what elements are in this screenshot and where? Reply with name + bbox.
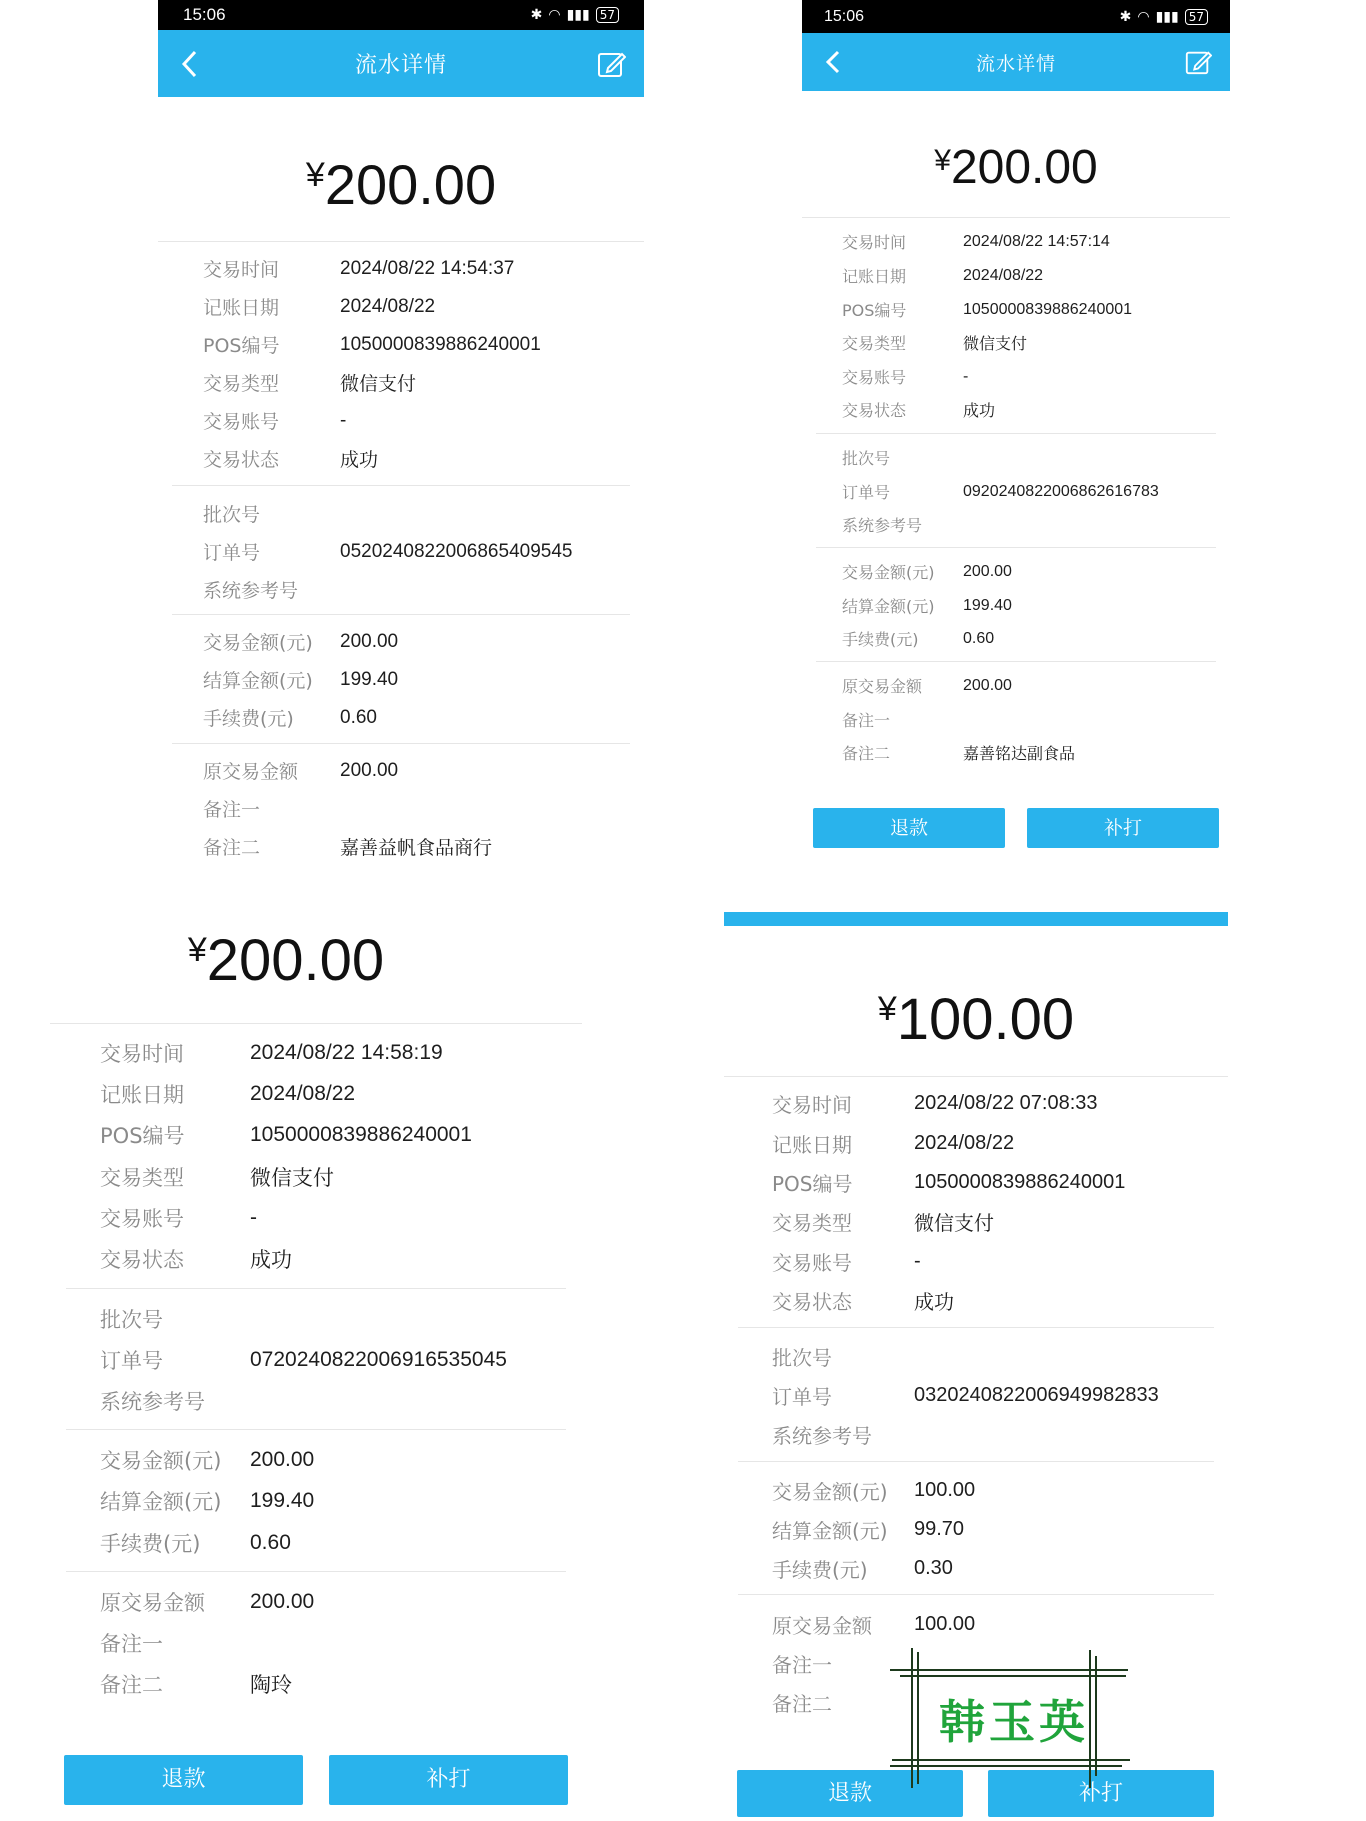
row-value: 0.60 xyxy=(963,629,995,647)
row-trade-amount xyxy=(100,1445,314,1475)
row-label: 备注一 xyxy=(772,1653,832,1677)
row-settle-amount xyxy=(842,594,1012,617)
row-fee xyxy=(842,627,994,650)
divider xyxy=(158,241,644,242)
row-label: 交易状态 xyxy=(772,1290,852,1314)
row-label: POS编号 xyxy=(100,1124,185,1148)
row-label: 订单号 xyxy=(203,542,261,564)
row-label: 交易金额(元) xyxy=(842,563,935,582)
row-value: 092024082200686261678​3 xyxy=(963,482,1159,500)
row-label: 交易金额(元) xyxy=(100,1449,222,1473)
row-value: 199.40 xyxy=(340,668,399,690)
row-label: 手续费(元) xyxy=(203,708,294,730)
row-label: 订单号 xyxy=(100,1349,163,1373)
row-note2 xyxy=(842,741,1075,764)
status-time: 15:06 xyxy=(183,5,226,24)
row-note1 xyxy=(100,1628,250,1658)
row-label: POS编号 xyxy=(203,335,280,357)
row-label: 备注二 xyxy=(203,837,261,859)
signal-icon: ▮▮▮ xyxy=(566,7,590,23)
row-fee xyxy=(100,1528,291,1558)
row-trade-type xyxy=(203,369,416,396)
row-value: 微信支付 xyxy=(250,1167,334,1190)
row-label: 手续费(元) xyxy=(772,1558,868,1582)
row-batch xyxy=(203,500,340,527)
battery-icon xyxy=(596,7,619,23)
row-label: 记账日期 xyxy=(100,1083,184,1107)
row-value: 199.40 xyxy=(963,596,1012,614)
row-label: 交易状态 xyxy=(842,401,907,420)
row-label: 交易账号 xyxy=(100,1207,184,1231)
divider xyxy=(816,661,1216,662)
row-value: 200.00 xyxy=(250,1448,315,1471)
row-pos-no xyxy=(842,298,1132,321)
row-note1 xyxy=(203,795,340,822)
reprint-button[interactable]: 补打 xyxy=(329,1755,568,1805)
row-value: - xyxy=(963,367,969,385)
row-orig-amount xyxy=(203,757,398,784)
row-account xyxy=(100,1203,257,1233)
refund-button[interactable]: 退款 xyxy=(737,1770,963,1817)
receipt-panel-2 xyxy=(802,0,1230,860)
row-order xyxy=(772,1381,1159,1410)
row-trade-type xyxy=(842,331,1027,354)
amount-value: 200.00 xyxy=(206,928,385,993)
row-label: 原交易金额 xyxy=(100,1591,205,1615)
row-value: 100.00 xyxy=(914,1613,976,1635)
row-label: 交易金额(元) xyxy=(203,632,313,654)
row-label: 手续费(元) xyxy=(100,1532,201,1556)
row-label: 记账日期 xyxy=(842,267,907,286)
row-trade-type xyxy=(772,1207,994,1236)
row-value: 1050000839886240001 xyxy=(963,300,1133,318)
row-batch xyxy=(842,446,963,469)
row-ref xyxy=(203,576,340,603)
row-state xyxy=(842,398,995,421)
wifi-icon: ◠ xyxy=(548,7,561,23)
row-value: 0.60 xyxy=(340,706,377,728)
row-label: 交易类型 xyxy=(100,1166,184,1190)
row-value: 0.60 xyxy=(250,1531,291,1554)
battery-icon xyxy=(1185,9,1208,25)
amount-value: 200.00 xyxy=(950,141,1098,194)
back-arrow-icon[interactable] xyxy=(180,49,200,79)
refund-button[interactable]: 退款 xyxy=(64,1755,303,1805)
row-value: 微信支付 xyxy=(963,336,1028,353)
row-value: 2024/08/22 14:58:19 xyxy=(250,1041,443,1064)
edit-icon[interactable] xyxy=(596,49,626,79)
row-label: 交易时间 xyxy=(842,233,907,252)
row-label: 订单号 xyxy=(772,1385,832,1409)
row-batch xyxy=(100,1304,250,1334)
row-label: 交易类型 xyxy=(772,1211,852,1235)
row-value: 200.00 xyxy=(340,630,399,652)
divider xyxy=(802,217,1230,218)
row-value: 2024/08/22 xyxy=(340,295,436,317)
row-value: 052024082200686540954​5 xyxy=(340,540,573,562)
row-label: 记账日期 xyxy=(772,1133,852,1157)
row-fee xyxy=(203,704,377,731)
row-label: POS编号 xyxy=(772,1172,853,1196)
divider xyxy=(738,1594,1214,1595)
row-label: 结算金额(元) xyxy=(100,1490,222,1514)
row-fee xyxy=(772,1554,953,1583)
row-value: 1050000839886240001 xyxy=(250,1123,472,1146)
row-value: 嘉善益帆食品商行 xyxy=(340,838,493,859)
row-value: 1050000839886240001 xyxy=(340,333,541,355)
currency-symbol: ¥ xyxy=(305,156,325,194)
row-label: 系统参考号 xyxy=(203,580,299,602)
row-value: 成功 xyxy=(340,450,379,471)
row-post-date xyxy=(772,1129,1014,1158)
status-icons xyxy=(531,7,619,23)
row-post-date xyxy=(842,264,1043,287)
name-stamp: 韩玉英 xyxy=(939,1695,1089,1749)
receipt-panel-1 xyxy=(158,0,644,905)
row-value: 072024082200691653504​5 xyxy=(250,1348,507,1371)
row-settle-amount xyxy=(203,666,398,693)
back-arrow-icon[interactable] xyxy=(824,49,842,75)
row-value: - xyxy=(914,1250,921,1272)
row-label: 订单号 xyxy=(842,483,891,502)
row-trade-amount xyxy=(203,628,398,655)
amount-value: 200.00 xyxy=(324,153,497,216)
divider xyxy=(50,1023,582,1024)
row-value: 0.30 xyxy=(914,1557,953,1579)
row-label: 交易账号 xyxy=(772,1251,852,1275)
row-value: 2024/08/22 xyxy=(250,1082,356,1105)
currency-symbol: ¥ xyxy=(877,990,897,1028)
row-value: 199.40 xyxy=(250,1489,315,1512)
row-label: 系统参考号 xyxy=(842,516,923,535)
status-bar xyxy=(158,0,644,30)
refund-button[interactable]: 退款 xyxy=(813,808,1005,848)
divider xyxy=(66,1429,566,1430)
row-settle-amount xyxy=(772,1515,964,1544)
currency-symbol: ¥ xyxy=(934,144,951,177)
row-label: 批次号 xyxy=(772,1346,832,1370)
row-value: 微信支付 xyxy=(340,374,417,395)
receipt-panel-3 xyxy=(50,912,582,1821)
row-value: 2024/08/22 07:08:33 xyxy=(914,1092,1098,1114)
row-value: 200.00 xyxy=(250,1590,315,1613)
row-order xyxy=(842,480,1159,503)
row-trade-time xyxy=(100,1038,443,1068)
receipt-panel-4 xyxy=(724,926,1228,1821)
row-label: 交易时间 xyxy=(772,1093,852,1117)
divider xyxy=(172,614,630,615)
row-label: 原交易金额 xyxy=(842,677,923,696)
row-ref xyxy=(772,1420,914,1449)
divider xyxy=(724,1076,1228,1077)
row-label: 交易状态 xyxy=(100,1248,184,1272)
row-label: 原交易金额 xyxy=(772,1614,872,1638)
row-orig-amount xyxy=(842,674,1012,697)
status-icons xyxy=(1120,9,1208,25)
row-label: 批次号 xyxy=(842,449,891,468)
row-orig-amount xyxy=(772,1610,975,1639)
row-value: 成功 xyxy=(963,403,996,420)
row-trade-time xyxy=(203,255,514,282)
row-label: 结算金额(元) xyxy=(203,670,313,692)
row-label: 手续费(元) xyxy=(842,630,919,649)
divider xyxy=(172,485,630,486)
row-trade-amount xyxy=(842,560,1012,583)
row-label: 备注二 xyxy=(100,1673,163,1697)
row-value: 200.00 xyxy=(963,676,1012,694)
row-state xyxy=(772,1286,954,1315)
divider xyxy=(738,1461,1214,1462)
row-post-date xyxy=(100,1079,355,1109)
bluetooth-icon: ✱ xyxy=(1119,8,1132,25)
nav-bar xyxy=(802,33,1230,91)
row-label: 批次号 xyxy=(203,504,261,526)
amount-display xyxy=(50,927,582,994)
row-label: 交易账号 xyxy=(842,368,907,387)
row-value: 2024/08/22 14:54:37 xyxy=(340,257,515,279)
amount-value: 100.00 xyxy=(896,987,1075,1052)
row-value: 成功 xyxy=(914,1292,954,1314)
reprint-button[interactable]: 补打 xyxy=(1027,808,1219,848)
row-value: 微信支付 xyxy=(914,1213,994,1235)
row-order xyxy=(203,538,572,565)
divider xyxy=(66,1571,566,1572)
row-trade-time xyxy=(772,1089,1098,1118)
row-label: 备注二 xyxy=(842,744,891,763)
row-label: 结算金额(元) xyxy=(842,597,935,616)
row-value: 200.00 xyxy=(963,562,1012,580)
row-value: 99.70 xyxy=(914,1518,965,1540)
row-pos-no xyxy=(100,1120,472,1150)
divider xyxy=(816,547,1216,548)
amount-display xyxy=(802,140,1230,195)
divider xyxy=(172,743,630,744)
row-label: 备注一 xyxy=(203,799,261,821)
row-note2 xyxy=(203,833,492,860)
nav-title: 流水详情 xyxy=(354,53,447,78)
row-label: 系统参考号 xyxy=(100,1390,205,1414)
row-ref xyxy=(100,1386,250,1416)
row-label: 原交易金额 xyxy=(203,761,299,783)
row-label: 批次号 xyxy=(100,1308,163,1332)
row-label: 交易状态 xyxy=(203,449,280,471)
row-value: 2024/08/22 14:57:14 xyxy=(963,232,1110,250)
row-note1 xyxy=(842,708,963,731)
amount-display xyxy=(724,986,1228,1053)
row-value: 2024/08/22 xyxy=(963,266,1044,284)
divider xyxy=(66,1288,566,1289)
row-label: 交易类型 xyxy=(842,334,907,353)
row-label: 交易账号 xyxy=(203,411,280,433)
row-label: 备注一 xyxy=(100,1632,163,1656)
row-ref xyxy=(842,513,963,536)
wifi-icon: ◠ xyxy=(1137,8,1150,25)
row-trade-type xyxy=(100,1162,334,1192)
status-bar xyxy=(802,0,1230,33)
row-label: 交易时间 xyxy=(203,259,280,281)
amount-display xyxy=(158,152,644,217)
row-label: 交易时间 xyxy=(100,1042,184,1066)
row-label: 结算金额(元) xyxy=(772,1519,888,1543)
bluetooth-icon: ✱ xyxy=(530,7,543,23)
row-settle-amount xyxy=(100,1486,314,1516)
nav-title: 流水详情 xyxy=(975,52,1056,75)
row-label: 记账日期 xyxy=(203,297,280,319)
row-state xyxy=(203,445,378,472)
row-value: 嘉善铭达副食品 xyxy=(963,746,1076,763)
row-state xyxy=(100,1244,292,1274)
row-label: 系统参考号 xyxy=(772,1424,872,1448)
edit-icon[interactable] xyxy=(1184,48,1212,76)
row-note2 xyxy=(100,1669,292,1699)
row-value: 2024/08/22 xyxy=(914,1132,1015,1154)
row-account xyxy=(203,407,346,434)
row-account xyxy=(772,1247,921,1276)
reprint-button[interactable]: 补打 xyxy=(988,1770,1214,1817)
row-order xyxy=(100,1345,507,1375)
row-pos-no xyxy=(772,1168,1125,1197)
row-account xyxy=(842,365,968,388)
accent-bar xyxy=(724,912,1228,926)
divider xyxy=(816,433,1216,434)
row-post-date xyxy=(203,293,435,320)
battery-level: 57 xyxy=(599,8,615,22)
row-batch xyxy=(772,1342,914,1371)
row-value: 陶玲 xyxy=(250,1674,292,1697)
row-value: 成功 xyxy=(250,1249,292,1272)
row-value: 032024082200694998283​3 xyxy=(914,1384,1159,1406)
nav-bar xyxy=(158,30,644,97)
row-value: 1050000839886240001 xyxy=(914,1171,1126,1193)
row-value: 200.00 xyxy=(340,759,399,781)
row-label: 交易金额(元) xyxy=(772,1480,888,1504)
row-value: - xyxy=(250,1206,257,1229)
row-pos-no xyxy=(203,331,541,358)
divider xyxy=(738,1327,1214,1328)
row-label: 交易类型 xyxy=(203,373,280,395)
row-label: POS编号 xyxy=(842,301,907,320)
row-label: 备注一 xyxy=(842,711,891,730)
status-time: 15:06 xyxy=(824,7,865,25)
signal-icon: ▮▮▮ xyxy=(1155,8,1179,25)
row-label: 备注二 xyxy=(772,1692,832,1716)
row-value: 100.00 xyxy=(914,1479,976,1501)
row-orig-amount xyxy=(100,1587,314,1617)
row-trade-time xyxy=(842,230,1110,253)
battery-level: 57 xyxy=(1188,9,1204,24)
row-trade-amount xyxy=(772,1476,975,1505)
row-value: - xyxy=(340,409,347,431)
currency-symbol: ¥ xyxy=(187,931,207,969)
